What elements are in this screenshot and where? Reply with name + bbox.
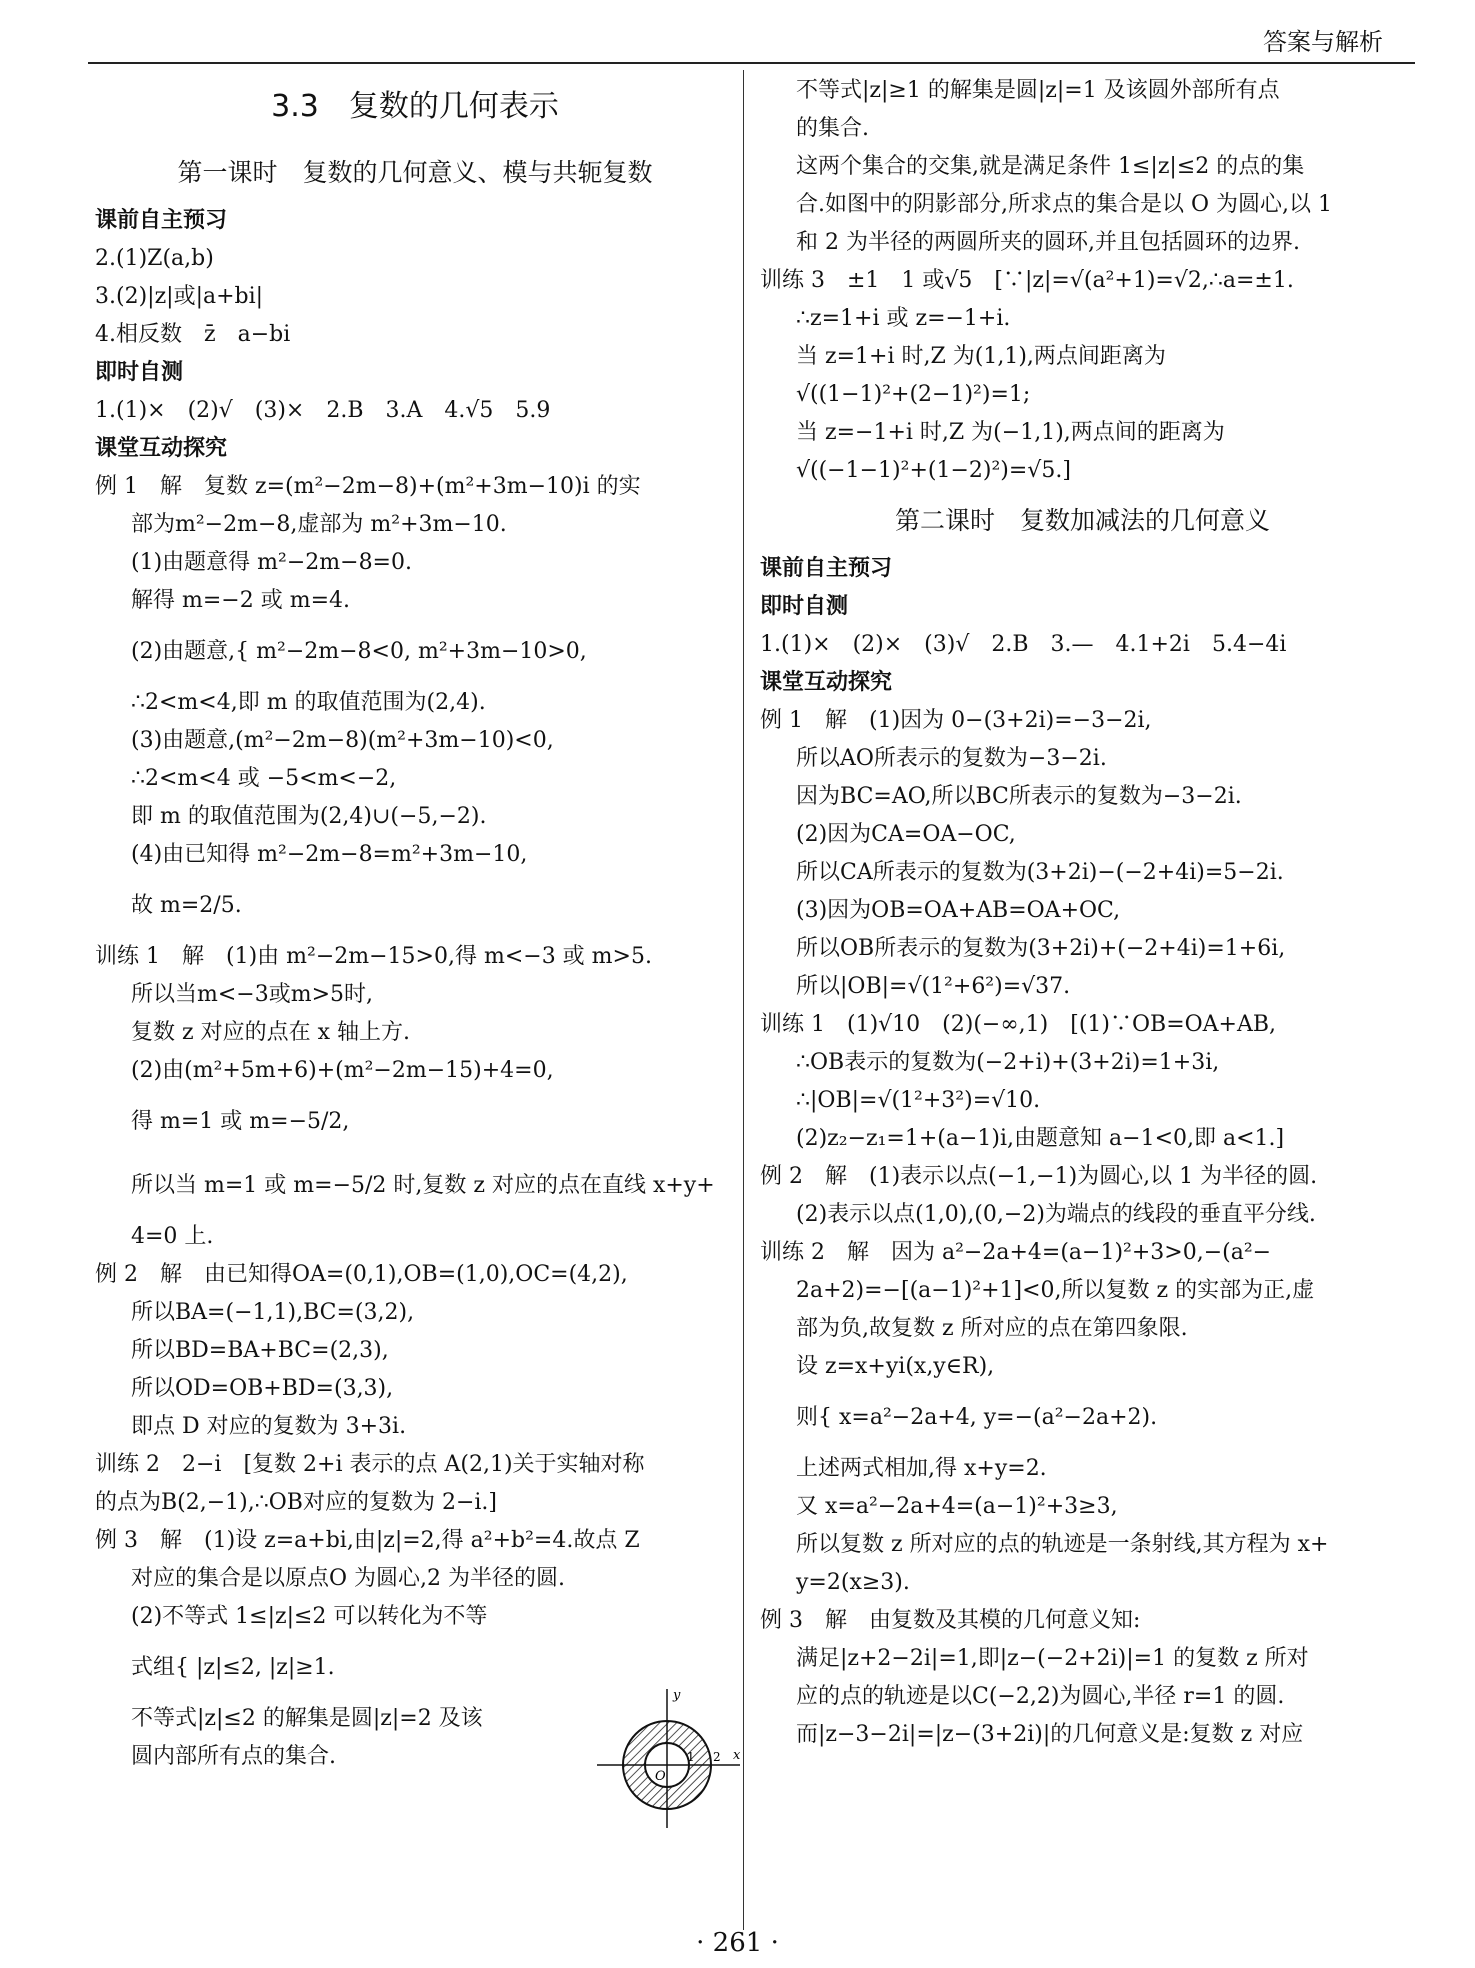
text-line: 而|z−3−2i|=|z−(3+2i)|的几何意义是:复数 z 对应 bbox=[796, 1722, 1304, 1747]
right-column bbox=[760, 72, 1405, 1754]
text-line: 训练 2 解 因为 a²−2a+4=(a−1)²+3>0,−(a²− bbox=[760, 1240, 1272, 1265]
text-line: 这两个集合的交集,就是满足条件 1≤|z|≤2 的点的集 bbox=[796, 154, 1305, 179]
text-line: 所以当 m=1 或 m=−5/2 时,复数 z 对应的点在直线 x+y+ bbox=[131, 1173, 715, 1198]
text-line: 则{ x=a²−2a+4, y=−(a²−2a+2). bbox=[796, 1405, 1158, 1430]
text-line: (3)因为OB=OA+AB=OA+OC, bbox=[796, 898, 1121, 923]
text-line: 训练 1 解 (1)由 m²−2m−15>0,得 m<−3 或 m>5. bbox=[95, 944, 652, 969]
text-line: 合.如图中的阴影部分,所求点的集合是以 O 为圆心,以 1 bbox=[796, 192, 1332, 217]
text-line: 例 1 解 (1)因为 0−(3+2i)=−3−2i, bbox=[760, 708, 1152, 733]
text-line: 即点 D 对应的复数为 3+3i. bbox=[131, 1414, 407, 1439]
text-line: 不等式|z|≤2 的解集是圆|z|=2 及该 bbox=[131, 1706, 483, 1731]
text-line: (3)由题意,(m²−2m−8)(m²+3m−10)<0, bbox=[131, 728, 554, 753]
text-line: ∴2<m<4,即 m 的取值范围为(2,4). bbox=[131, 690, 486, 715]
section-title: 3.3 复数的几何表示 bbox=[271, 89, 559, 124]
text-line: 课前自主预习 bbox=[760, 556, 893, 581]
text-line: 2.(1)Z(a,b) bbox=[95, 246, 214, 271]
text-line: √((−1−1)²+(1−2)²)=√5.] bbox=[796, 458, 1071, 483]
header-rule bbox=[88, 62, 1415, 64]
text-line: 当 z=1+i 时,Z 为(1,1),两点间距离为 bbox=[796, 344, 1166, 369]
text-line: 对应的集合是以原点O 为圆心,2 为半径的圆. bbox=[131, 1566, 566, 1591]
text-line: (4)由已知得 m²−2m−8=m²+3m−10, bbox=[131, 842, 528, 867]
text-line: 应的点的轨迹是以C(−2,2)为圆心,半径 r=1 的圆. bbox=[796, 1684, 1285, 1709]
text-line: 因为BC=AO,所以BC所表示的复数为−3−2i. bbox=[796, 784, 1242, 809]
annulus-figure bbox=[595, 1685, 745, 1830]
tick-2-label: 2 bbox=[713, 1750, 721, 1764]
text-line: 复数 z 对应的点在 x 轴上方. bbox=[131, 1020, 410, 1045]
text-line: 所以OB所表示的复数为(3+2i)+(−2+4i)=1+6i, bbox=[796, 936, 1286, 961]
text-line: 课堂互动探究 bbox=[760, 670, 893, 695]
text-line: 所以BD=BA+BC=(2,3), bbox=[131, 1338, 389, 1363]
text-line: ∴|OB|=√(1²+3²)=√10. bbox=[796, 1088, 1041, 1113]
text-line: 例 1 解 复数 z=(m²−2m−8)+(m²+3m−10)i 的实 bbox=[95, 474, 641, 499]
text-line: 上述两式相加,得 x+y=2. bbox=[796, 1456, 1047, 1481]
text-line: 即时自测 bbox=[760, 594, 849, 619]
text-line: 故 m=2/5. bbox=[131, 893, 242, 918]
text-line: 圆内部所有点的集合. bbox=[131, 1744, 336, 1769]
lesson-title-1: 第一课时 复数的几何意义、模与共轭复数 bbox=[177, 157, 653, 187]
text-line: 部为m²−2m−8,虚部为 m²+3m−10. bbox=[131, 512, 507, 537]
text-line: (2)因为CA=OA−OC, bbox=[796, 822, 1016, 847]
text-line: 式组{ |z|≤2, |z|≥1. bbox=[131, 1655, 335, 1680]
right-text-lines bbox=[760, 550, 1405, 1754]
text-line: 所以OD=OB+BD=(3,3), bbox=[131, 1376, 394, 1401]
right-top-lines bbox=[760, 72, 1405, 490]
text-line: 所以|OB|=√(1²+6²)=√37. bbox=[796, 974, 1071, 999]
text-line: 的点为B(2,−1),∴OB对应的复数为 2−i.] bbox=[95, 1490, 497, 1515]
text-line: 例 3 解 (1)设 z=a+bi,由|z|=2,得 a²+b²=4.故点 Z bbox=[95, 1528, 640, 1553]
text-line: 2a+2)=−[(a−1)²+1]<0,所以复数 z 的实部为正,虚 bbox=[796, 1278, 1315, 1303]
left-column bbox=[95, 72, 735, 1776]
text-line: 训练 2 2−i [复数 2+i 表示的点 A(2,1)关于实轴对称 bbox=[95, 1452, 645, 1477]
text-line: 例 2 解 由已知得OA=(0,1),OB=(1,0),OC=(4,2), bbox=[95, 1262, 628, 1287]
text-line: 即 m 的取值范围为(2,4)∪(−5,−2). bbox=[131, 804, 487, 829]
text-line: 的集合. bbox=[796, 116, 869, 141]
text-line: 3.(2)|z|或|a+bi| bbox=[95, 284, 264, 309]
page-number: · 261 · bbox=[696, 1928, 779, 1958]
text-line: 解得 m=−2 或 m=4. bbox=[131, 588, 350, 613]
page-header: 答案与解析 bbox=[1263, 28, 1383, 56]
text-line: 当 z=−1+i 时,Z 为(−1,1),两点间的距离为 bbox=[796, 420, 1225, 445]
text-line: √((1−1)²+(2−1)²)=1; bbox=[796, 382, 1031, 407]
text-line: 所以AO所表示的复数为−3−2i. bbox=[796, 746, 1107, 771]
left-text-lines bbox=[95, 202, 735, 1776]
text-line: 例 3 解 由复数及其模的几何意义知: bbox=[760, 1608, 1141, 1633]
text-line: 设 z=x+yi(x,y∈R), bbox=[796, 1354, 995, 1379]
tick-1-label: 1 bbox=[687, 1750, 695, 1764]
text-line: 训练 3 ±1 1 或√5 [∵|z|=√(a²+1)=√2,∴a=±1. bbox=[760, 268, 1294, 293]
text-line: 满足|z+2−2i|=1,即|z−(−2+2i)|=1 的复数 z 所对 bbox=[796, 1646, 1309, 1671]
text-line: y=2(x≥3). bbox=[796, 1570, 910, 1595]
lesson-title-2: 第二课时 复数加减法的几何意义 bbox=[894, 505, 1270, 535]
text-line: 所以当m<−3或m>5时, bbox=[131, 982, 374, 1007]
text-line: 课前自主预习 bbox=[95, 208, 228, 233]
text-line: 又 x=a²−2a+4=(a−1)²+3≥3, bbox=[796, 1494, 1118, 1519]
text-line: 得 m=1 或 m=−5/2, bbox=[131, 1109, 350, 1134]
x-axis-label: x bbox=[733, 1748, 741, 1763]
text-line: 所以复数 z 所对应的点的轨迹是一条射线,其方程为 x+ bbox=[796, 1532, 1329, 1557]
column-divider bbox=[743, 70, 744, 1930]
text-line: 即时自测 bbox=[95, 360, 184, 385]
text-line: 部为负,故复数 z 所对应的点在第四象限. bbox=[796, 1316, 1188, 1341]
text-line: ∴OB表示的复数为(−2+i)+(3+2i)=1+3i, bbox=[796, 1050, 1220, 1075]
text-line: 所以BA=(−1,1),BC=(3,2), bbox=[131, 1300, 415, 1325]
text-line: 1.(1)× (2)√ (3)× 2.B 3.A 4.√5 5.9 bbox=[95, 398, 551, 423]
text-line: 课堂互动探究 bbox=[95, 436, 228, 461]
text-line: 4=0 上. bbox=[131, 1224, 214, 1249]
text-line: (2)由题意,{ m²−2m−8<0, m²+3m−10>0, bbox=[131, 639, 587, 664]
text-line: ∴z=1+i 或 z=−1+i. bbox=[796, 306, 1011, 331]
text-line: (2)不等式 1≤|z|≤2 可以转化为不等 bbox=[131, 1604, 488, 1629]
text-line: ∴2<m<4 或 −5<m<−2, bbox=[131, 766, 397, 791]
text-line: 不等式|z|≥1 的解集是圆|z|=1 及该圆外部所有点 bbox=[796, 78, 1280, 103]
text-line: (2)由(m²+5m+6)+(m²−2m−15)+4=0, bbox=[131, 1058, 554, 1083]
text-line: (2)表示以点(1,0),(0,−2)为端点的线段的垂直平分线. bbox=[796, 1202, 1316, 1227]
y-axis-label: y bbox=[673, 1688, 681, 1703]
origin-label: O bbox=[655, 1769, 666, 1784]
text-line: 所以CA所表示的复数为(3+2i)−(−2+4i)=5−2i. bbox=[796, 860, 1284, 885]
text-line: (1)由题意得 m²−2m−8=0. bbox=[131, 550, 412, 575]
text-line: (2)z₂−z₁=1+(a−1)i,由题意知 a−1<0,即 a<1.] bbox=[796, 1126, 1285, 1151]
text-line: 训练 1 (1)√10 (2)(−∞,1) [(1)∵OB=OA+AB, bbox=[760, 1012, 1277, 1037]
text-line: 1.(1)× (2)× (3)√ 2.B 3.— 4.1+2i 5.4−4i bbox=[760, 632, 1287, 657]
text-line: 和 2 为半径的两圆所夹的圆环,并且包括圆环的边界. bbox=[796, 230, 1300, 255]
text-line: 4.相反数 z̄ a−bi bbox=[95, 322, 291, 347]
text-line: 例 2 解 (1)表示以点(−1,−1)为圆心,以 1 为半径的圆. bbox=[760, 1164, 1318, 1189]
